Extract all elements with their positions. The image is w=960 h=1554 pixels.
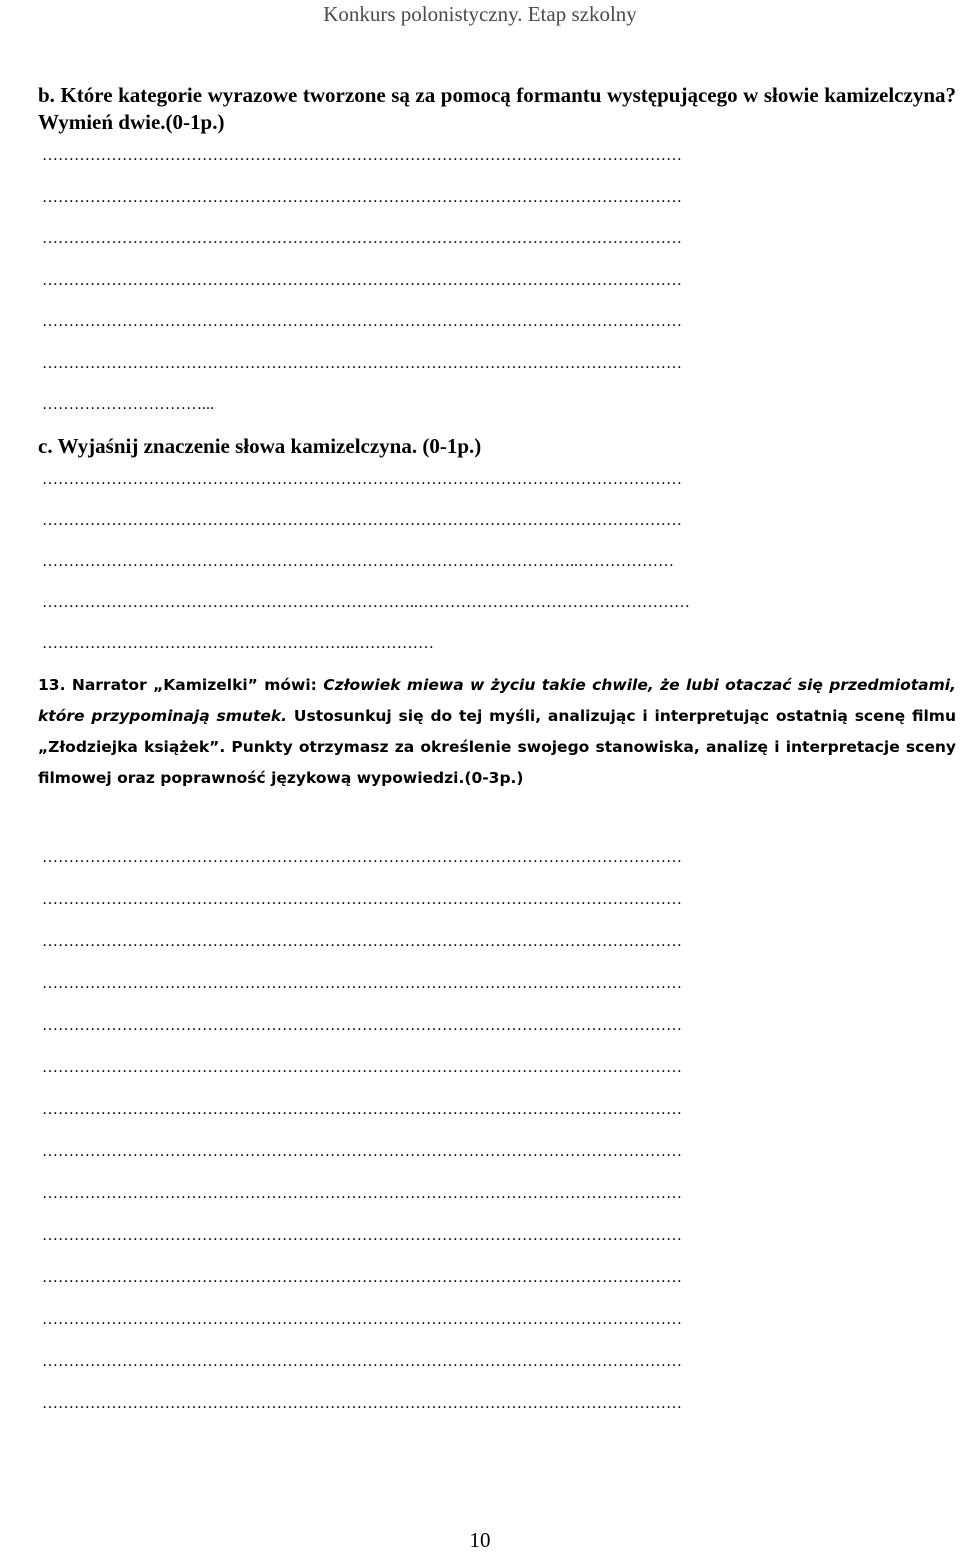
- answer-line[interactable]: …………………………………………………………………………………………………………: [42, 1017, 682, 1034]
- question-13-quote: Człowiek miewa w życiu takie chwile, że lubi otaczać się przedmiotami, które przypominają smutek.: [38, 676, 956, 725]
- question-13-instructions: Ustosunkuj się do tej myśli, analizując i interpretując ostatnią scenę filmu „Złodziejka książek”. Punkty otrzymasz za określenie swojego stanowiska, analizę i interpretacje sceny filmowej oraz poprawność językową wypowiedzi.(0-3p.): [38, 707, 956, 787]
- question-b: b. Które kategorie wyrazowe tworzone są za pomocą formantu występującego w słowie kamizelczyna? Wymień dwie.(0-1p.): [38, 83, 956, 134]
- answer-line[interactable]: …………………………………………………………………………………………………………: [42, 230, 682, 247]
- question-c: c. Wyjaśnij znaczenie słowa kamizelczyna. (0-1p.): [38, 434, 482, 458]
- answer-line[interactable]: …………………………………………………………………………………………………………: [42, 849, 682, 866]
- answer-line[interactable]: …………………………………………………………………………………………………………: [42, 1353, 682, 1370]
- answer-line[interactable]: …………………………………………………………………………………………………………: [42, 512, 682, 529]
- answer-line[interactable]: …………………………………………………………………………………………………………: [42, 1311, 682, 1328]
- answer-line[interactable]: …………………………………………………………………………………………………………: [42, 1101, 682, 1118]
- page-number: 10: [469, 1528, 491, 1552]
- answer-line[interactable]: …………………………………………………………………………………………………………: [42, 1143, 682, 1160]
- answer-line[interactable]: ………………………………………………………………………………………..………………: [42, 553, 674, 570]
- answer-line[interactable]: …………………………………………………………………………………………………………: [42, 975, 682, 992]
- answer-line[interactable]: …………………………………………………………………………………………………………: [42, 354, 682, 372]
- page-header: Konkurs polonistyczny. Etap szkolny: [323, 2, 637, 26]
- answer-line[interactable]: ……………………………………………………………..……………………………………………: [42, 594, 690, 611]
- question-13-number: 13.: [38, 676, 66, 694]
- answer-line[interactable]: …………………………………………………………………………………………………………: [42, 1227, 682, 1244]
- answer-line[interactable]: …………………………………………………………………………………………………………: [42, 891, 682, 908]
- answer-line[interactable]: …………………………………………………………………………………………………………: [42, 188, 682, 206]
- answer-line[interactable]: …………………………………………………………………………………………………………: [42, 933, 682, 950]
- answer-line[interactable]: …………………………………………………..……………: [42, 635, 434, 652]
- answer-line[interactable]: …………………………………………………………………………………………………………: [42, 147, 682, 164]
- answer-line[interactable]: …………………………………………………………………………………………………………: [42, 1395, 682, 1412]
- question-13-intro: Narrator „Kamizelki” mówi:: [71, 676, 324, 694]
- answer-line[interactable]: …………………………………………………………………………………………………………: [42, 1059, 682, 1076]
- answer-line[interactable]: …………………………………………………………………………………………………………: [42, 271, 682, 289]
- answer-line[interactable]: …………………………...: [42, 396, 214, 413]
- answer-line[interactable]: …………………………………………………………………………………………………………: [42, 313, 682, 330]
- answer-line[interactable]: …………………………………………………………………………………………………………: [42, 471, 682, 488]
- question-13: [38, 670, 956, 794]
- answer-line[interactable]: …………………………………………………………………………………………………………: [42, 1269, 682, 1286]
- answer-line[interactable]: …………………………………………………………………………………………………………: [42, 1185, 682, 1202]
